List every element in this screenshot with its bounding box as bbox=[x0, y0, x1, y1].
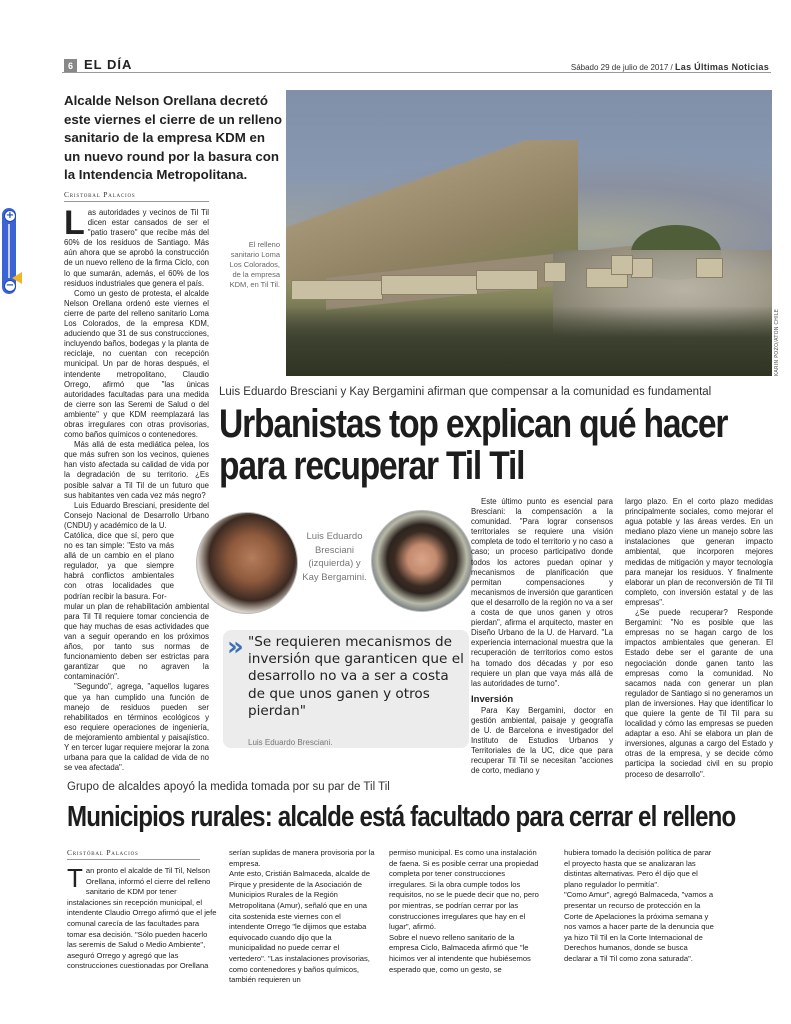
zoom-in-button[interactable] bbox=[4, 210, 16, 222]
story3-column2 bbox=[229, 848, 377, 986]
publication-name: Las Últimas Noticias bbox=[674, 62, 769, 72]
story3-paragraph: Ante esto, Cristián Balmaceda, alcalde de Pirque y presidente de la Asociación de Municipios Rurales de la Región Metropolitana (Amur), señaló que en una cita sostenida este viernes con el intendente Orrego "le dijimos que estaba equivocado cuando dijo que la municipalidad no puede cerrar el vertedero". "Las instalaciones provisorias, como contenedores y baños químicos, también requieren un bbox=[229, 869, 370, 985]
story1-byline: Cristobal Palacios bbox=[64, 190, 209, 202]
plus-icon: + bbox=[5, 210, 15, 221]
zoom-slider-track[interactable] bbox=[8, 224, 10, 278]
story2-headline: Urbanistas top explican qué hacer para recuperar Til Til bbox=[219, 402, 728, 488]
story1-paragraph: "Segundo", agrega, "aquellos lugares que ya han cumplido una función de manejo de residuos pueden ser rehabilitados en términos ecológicos y eso requiere operaciones de ingeniería, de mejoramiento ambiental y paisajístico. Y en tercer lugar requiere mejorar la zona urbana para que la calidad de vida de no se vea afectada". bbox=[64, 682, 209, 773]
story1-paragraph: Más allá de esta mediática pelea, los que más sufren son los vecinos, quienes han visto afectada su calidad de vida por la degradación de su territorio. ¿Es posible salvar a Til Til de un futuro que sus habitantes ven cada vez más negro? bbox=[64, 440, 209, 500]
story2-paragraph: Este último punto es esencial para Bresciani: la compensación a la comunidad. "Para lograr consensos territoriales se requiere una visión completa de todo el territorio y no caso a caso; un proceso participativo donde todos los actores puedan opinar y mecanismos de planificación que permitan compensaciones y mecanismos de inversión que garanticen que el desarrollo de la región no va a ser a costa de que unos ganen y otros pierdan", afirma el arquitecto, master en Diseño Urbano de la U. de Harvard. "La experiencia internacional muestra que la recuperación de territorios como estos ha tomado dos décadas y por eso requiere un plan que vaya más allá de las autoridades de turno". bbox=[471, 497, 613, 688]
dropcap: L bbox=[64, 204, 85, 242]
story2-column3 bbox=[625, 497, 773, 780]
story2-subhead: Inversión bbox=[471, 693, 514, 705]
portrait-bergamini bbox=[371, 510, 473, 612]
story2-paragraph: largo plazo. En el corto plazo medidas principalmente sociales, como mejorar el agua potable y las áreas verdes. En un mediano plazo viene un manejo sobre las instalaciones que generan impacto ambiental, que incorporen mejores medidas de mitigación y mayor tecnología para manejar los residuos. Y finalmente elaborar un plan de reconversión de Til Til completo, con inversión estatal y de las empresas". bbox=[625, 497, 773, 607]
story3-column1 bbox=[67, 863, 217, 972]
story3-paragraph: serían suplidas de manera provisoria por la empresa. bbox=[229, 848, 375, 868]
story3-paragraph: hubiera tomado la decisión política de parar el proyecto hasta que se analizaran las distintas alternativas. Pero él dijo que el plano regulador lo permitía". bbox=[564, 848, 712, 889]
pull-quote-attribution: Luis Eduardo Bresciani. bbox=[248, 738, 333, 747]
story3-column4 bbox=[564, 848, 714, 965]
story2-paragraph: ¿Se puede recuperar? Responde Bergamini: "No es posible que las empresas no se hagan cargo de los impactos ambientales que generan. El Estado debe ser el garante de una negociación donde ganen tanto las empresas como la comunidad. No sacamos nada con generar un plan regulador de Santiago si no generamos un plan de inversiones. Hay que identificar lo que quiere la gente de Til Til para su localidad y cómo las empresas se pueden adaptar a eso. Ahí se elabora un plan de inversiones, algunas a cargo del Estado y otras de la empresa, y se decide cómo participa la sociedad civil en su propio proceso de desarrollo". bbox=[625, 608, 773, 779]
header-rule bbox=[62, 72, 771, 73]
story3-byline: Cristóbal Palacios bbox=[67, 848, 200, 860]
zoom-control[interactable] bbox=[2, 208, 16, 294]
story2-column2 bbox=[471, 497, 613, 777]
story3-paragraph: permiso municipal. Es como una instalación de faena. Si es posible cerrar una propiedad completa por tener construcciones irregulares. Si la obra cumple todos los requisitos, no se le puede decir que no, pero por mientras, se podrían cerrar por las construcciones irregulares que hay en el lugar", afirmó. bbox=[389, 848, 539, 932]
story3-headline: Municipios rurales: alcalde está facultado para cerrar el relleno bbox=[67, 801, 736, 833]
zoom-out-button[interactable] bbox=[4, 280, 16, 292]
story1-paragraph: Católica, dice que sí, pero que no es tan simple: "Esto va más allá de un cambio en el plano regulador, ya que siempre habrá conflictos ambientales con otras localidades que podrían recibir la basura. For- bbox=[64, 531, 174, 601]
dropcap: T bbox=[67, 863, 83, 893]
minus-icon: − bbox=[5, 280, 15, 291]
portrait-bresciani bbox=[196, 512, 298, 614]
story3-paragraph: "Como Amur", agregó Balmaceda, "vamos a presentar un recurso de protección en la Corte de Apelaciones la próxima semana y nos vamos a hacer parte de la denuncia que ya hizo Til Til en la Corte Internacional de Derechos humanos, donde se busca declarar a Til Til como zona saturada". bbox=[564, 890, 714, 963]
story1-column1 bbox=[64, 204, 209, 773]
story1-paragraph: Como un gesto de protesta, el alcalde Nelson Orellana ordenó este viernes el cierre de parte del relleno sanitario Loma Los Colorados, de la empresa KDM, aduciendo que 31 de sus construcciones, incluyendo baños, bodegas y la planta de reciclaje, no cuentan con recepción municipal. Un par de horas después, el intendente metropolitano, Claudio Orrego, afirmó que "las únicas autoridades facultadas para una medida de cierre son las Seremi de Salud o del ambiente" y que KDM reemplazará las obras irregulares con otras provisorias, como baños químicos o contenedores. bbox=[64, 288, 209, 440]
landfill-photo bbox=[286, 90, 772, 376]
story1-lead: Alcalde Nelson Orellana decretó este viernes el cierre de un relleno sanitario de la empresa KDM en un nuevo round por la basura con la Intendencia Metropolitana. bbox=[64, 93, 283, 182]
quote-chevron-icon: » bbox=[227, 632, 244, 662]
story3-column3 bbox=[389, 848, 539, 975]
story2-paragraph: Para Kay Bergamini, doctor en gestión ambiental, paisaje y geografía de U. de Barcelona e investigador del Instituto de Estudios Urbanos y Territoriales de la UC, dice que para recuperar Til Til se necesitan "acciones de corto, mediano y bbox=[471, 705, 613, 776]
story2-kicker: Luis Eduardo Bresciani y Kay Bergamini afirman que compensar a la comunidad es fundamental bbox=[219, 386, 712, 398]
page-number: 6 bbox=[64, 59, 77, 73]
story1-paragraph: mular un plan de rehabilitación ambiental para Til Til requiere tomar conciencia de que hay muchas de esas actividades que van a seguir operando en los próximos años, por tanto sus normas de funcionamiento deben ser estrictas para garantizar que no agraven la contaminación". bbox=[64, 601, 209, 682]
pull-quote: "Se requieren mecanismos de inversión que garanticen que el desarrollo no va a ser a costa de que unos ganen y otros pierdan" bbox=[248, 634, 464, 719]
dateline bbox=[571, 62, 769, 72]
story1-paragraph: Luis Eduardo Bresciani, presidente del Consejo Nacional de Desarrollo Urbano (CNDU) y académico de la U. bbox=[64, 500, 209, 530]
story3-paragraph: Sobre el nuevo relleno sanitario de la empresa Ciclo, Balmaceda afirmó que "le hicimos ver al intendente que hubiésemos esperado que, como un gesto, se bbox=[389, 932, 531, 974]
photo-caption: El relleno sanitario Loma Los Colorados, de la empresa KDM, en Til Til. bbox=[229, 240, 280, 289]
story1-paragraph: Las autoridades y vecinos de Til Til dicen estar cansados de ser el "patio trasero" que recibe más del 60% de los residuos de Santiago. Más aún ahora que se aprobó la construcción de un nuevo relleno de la firma Ciclo, con lo que sumarán, además, el 60% de los residuos industriales que genera el país. bbox=[64, 204, 209, 288]
story3-paragraph: Tan pronto el alcalde de Til Til, Nelson Orellana, informó el cierre del relleno sanitario de KDM por tener instalaciones sin recepción municipal, el intendente Claudio Orrego afirmó que el jefe comunal carecía de las facultades para tomar esa decisión. "Sólo pueden hacerlo las seremis de Salud o Medio Ambiente", aseguró Orrego y agregó que las construcciones cuestionadas por Orellana bbox=[67, 863, 217, 971]
date: Sábado 29 de julio de 2017 / bbox=[570, 63, 673, 72]
section-title: EL DÍA bbox=[84, 57, 133, 72]
story3-kicker: Grupo de alcaldes apoyó la medida tomada por su par de Til Til bbox=[67, 781, 390, 793]
photo-credit: KARIN POZO/ATON CHILE bbox=[774, 308, 780, 376]
portraits-caption: Luis Eduardo Bresciani (izquierda) y Kay Bergamini. bbox=[302, 531, 367, 583]
